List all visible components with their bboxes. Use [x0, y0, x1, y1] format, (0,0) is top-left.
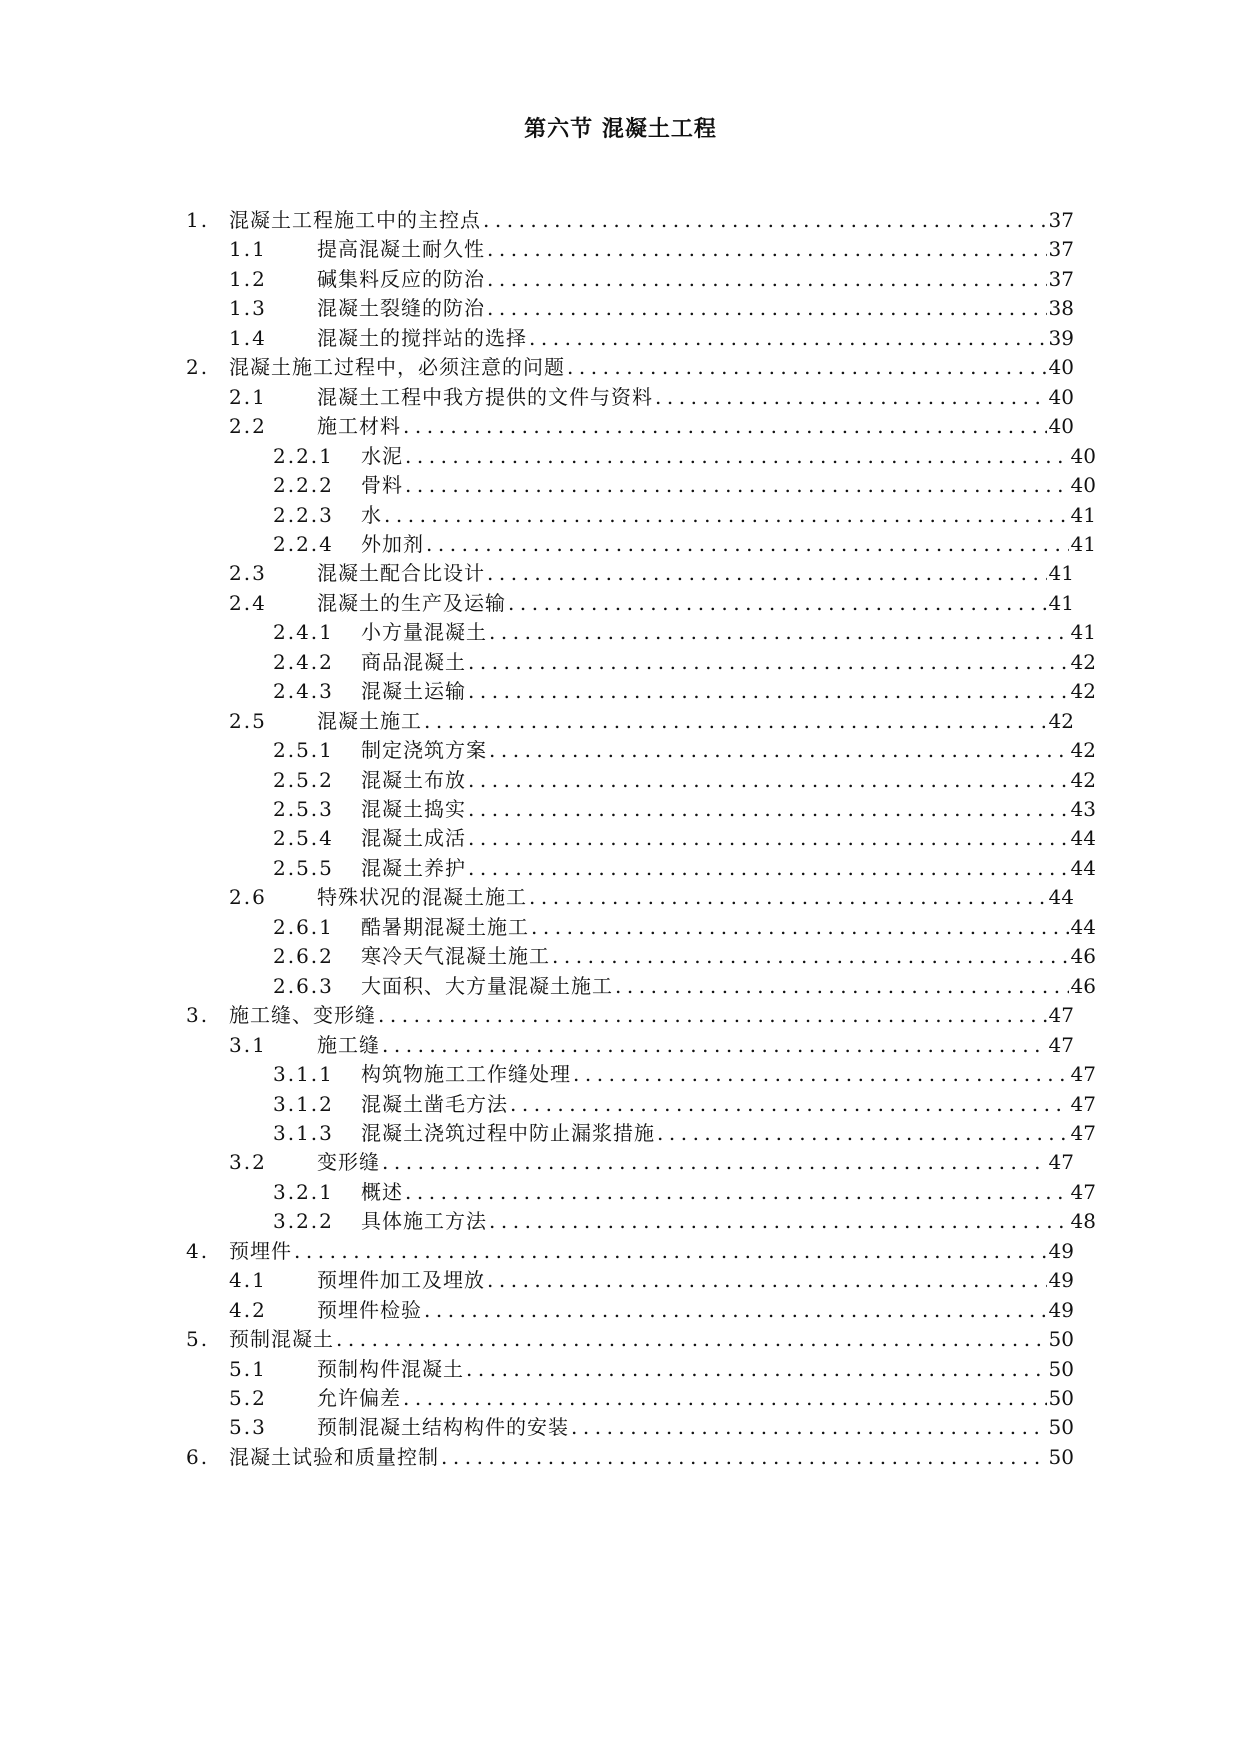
toc-entry[interactable] [229, 264, 1074, 294]
toc-entry[interactable] [229, 293, 1074, 323]
toc-entry[interactable] [229, 1383, 1074, 1413]
dot-leader [468, 647, 1069, 677]
toc-entry-title: 混凝土养护 [361, 855, 466, 880]
toc-entry-title: 施工缝 [317, 1032, 380, 1057]
toc-entry-page: 44 [1070, 914, 1096, 939]
toc-entry-page: 37 [1048, 266, 1074, 291]
toc-entry-number: 2.4.3 [273, 679, 334, 704]
toc-entry-page: 50 [1048, 1415, 1074, 1440]
toc-entry-number: 2.5.4 [273, 826, 334, 851]
toc-entry-title: 酷暑期混凝土施工 [361, 914, 529, 939]
toc-entry-page: 44 [1048, 885, 1074, 910]
toc-entry-title: 混凝土凿毛方法 [361, 1091, 508, 1116]
toc-entry-title: 混凝土工程施工中的主控点 [229, 208, 481, 232]
toc-entry-number: 6. [186, 1444, 210, 1469]
dot-leader [487, 558, 1047, 588]
toc-entry-title: 水泥 [361, 443, 403, 468]
toc-entry-page: 40 [1048, 355, 1074, 380]
toc-entry-number: 3.2.1 [273, 1179, 334, 1204]
toc-entry[interactable] [273, 1089, 1096, 1119]
toc-entry-title: 骨料 [361, 473, 403, 498]
toc-entry-title: 概述 [361, 1179, 403, 1204]
toc-entry-title: 混凝土裂缝的防治 [317, 296, 485, 321]
toc-entry-page: 42 [1070, 767, 1096, 792]
toc-entry[interactable] [273, 912, 1096, 942]
toc-entry-title: 混凝土的生产及运输 [317, 590, 506, 615]
toc-entry-number: 3.1.1 [273, 1062, 334, 1087]
section-title: 第六节 混凝土工程 [524, 117, 717, 142]
toc-entry-number: 2.4.1 [273, 620, 334, 645]
toc-entry-title: 预埋件检验 [317, 1297, 422, 1322]
dot-leader [487, 293, 1047, 323]
toc-entry[interactable] [273, 971, 1096, 1001]
dot-leader [424, 706, 1047, 736]
toc-entry-number: 3.2.2 [273, 1209, 334, 1234]
toc-entry-page: 40 [1070, 443, 1096, 468]
toc-entry-title: 小方量混凝土 [361, 620, 487, 645]
toc-entry-page: 44 [1070, 826, 1096, 851]
toc-entry-title: 混凝土的搅拌站的选择 [317, 325, 527, 350]
dot-leader [487, 264, 1047, 294]
toc-entry-title: 预制混凝土 [229, 1327, 334, 1352]
toc-entry[interactable] [273, 470, 1096, 500]
toc-entry-title: 混凝土浇筑过程中防止漏浆措施 [361, 1120, 655, 1145]
dot-leader [466, 1354, 1047, 1384]
toc-entry[interactable] [229, 1295, 1074, 1325]
toc-entry-number: 2.2.1 [273, 443, 334, 468]
dot-leader [489, 735, 1069, 765]
dot-leader [529, 882, 1047, 912]
toc-entry-title: 施工缝、变形缝 [229, 1003, 376, 1028]
toc-entry-title: 构筑物施工工作缝处理 [361, 1062, 571, 1087]
toc-entry-page: 50 [1048, 1386, 1074, 1410]
dot-leader [294, 1236, 1047, 1266]
toc-entry-page: 49 [1048, 1268, 1074, 1293]
toc-entry-page: 47 [1048, 1003, 1074, 1028]
dot-leader [405, 470, 1069, 500]
toc-entry-title: 混凝土施工过程中，必须注意的问题 [229, 355, 565, 380]
toc-entry-page: 40 [1070, 473, 1096, 498]
dot-leader [384, 500, 1069, 530]
toc-entry-title: 寒冷天气混凝土施工 [361, 944, 550, 969]
toc-entry-title: 混凝土成活 [361, 826, 466, 851]
dot-leader [567, 352, 1047, 382]
toc-entry-page: 47 [1070, 1091, 1096, 1116]
dot-leader [483, 205, 1047, 235]
toc-entry-number: 5. [186, 1327, 210, 1352]
toc-entry-number: 2.5.3 [273, 797, 334, 821]
toc-entry-page: 46 [1070, 944, 1096, 969]
dot-leader [615, 971, 1069, 1001]
dot-leader [405, 441, 1069, 471]
toc-entry-number: 3.2 [229, 1150, 267, 1175]
toc-entry-number: 1.4 [229, 325, 267, 350]
toc-entry[interactable] [273, 1118, 1096, 1148]
toc-entry-number: 2.1 [229, 384, 267, 409]
dot-leader [468, 676, 1069, 706]
toc-entry-page: 47 [1070, 1120, 1096, 1145]
toc-entry-number: 5.3 [229, 1415, 267, 1440]
toc-entry-title: 碱集料反应的防治 [317, 266, 485, 291]
toc-entry-title: 预埋件加工及埋放 [317, 1268, 485, 1293]
dot-leader [403, 411, 1047, 441]
dot-leader [468, 853, 1069, 883]
toc-entry-number: 2.5 [229, 708, 267, 733]
dot-leader [529, 323, 1047, 353]
toc-entry[interactable] [273, 794, 1096, 824]
toc-entry-number: 3.1 [229, 1032, 267, 1057]
toc-entry-number: 2.2.2 [273, 473, 334, 498]
toc-entry-title: 混凝土运输 [361, 679, 466, 704]
dot-leader [405, 1177, 1069, 1207]
dot-leader [424, 1295, 1047, 1325]
toc-entry[interactable] [229, 558, 1074, 588]
toc-entry-page: 47 [1070, 1062, 1096, 1087]
toc-entry-page: 41 [1048, 561, 1074, 586]
dot-leader [487, 234, 1047, 264]
toc-entry-page: 42 [1070, 649, 1096, 674]
toc-entry[interactable] [273, 853, 1096, 883]
toc-entry-page: 41 [1048, 590, 1074, 615]
toc-entry-page: 50 [1048, 1356, 1074, 1381]
dot-leader [655, 382, 1047, 412]
toc-entry[interactable] [186, 1324, 1074, 1354]
toc-entry-title: 提高混凝土耐久性 [317, 237, 485, 262]
toc-entry-page: 37 [1048, 208, 1074, 232]
toc-entry-title: 变形缝 [317, 1150, 380, 1175]
toc-entry-title: 外加剂 [361, 531, 424, 556]
toc-entry[interactable] [273, 676, 1096, 706]
toc-entry-number: 5.2 [229, 1386, 267, 1410]
toc-entry-number: 2.2.3 [273, 502, 334, 527]
toc-entry-page: 41 [1070, 620, 1096, 645]
toc-entry[interactable] [273, 735, 1096, 765]
toc-entry-title: 预制构件混凝土 [317, 1356, 464, 1381]
toc-entry-number: 2.6.3 [273, 973, 334, 998]
toc-entry-title: 特殊状况的混凝土施工 [317, 885, 527, 910]
toc-entry-title: 混凝土布放 [361, 767, 466, 792]
toc-entry-number: 2.6 [229, 885, 267, 910]
toc-entry-title: 大面积、大方量混凝土施工 [361, 973, 613, 998]
toc-entry-page: 39 [1048, 325, 1074, 350]
dot-leader [552, 941, 1069, 971]
toc-entry-number: 2.6.1 [273, 914, 334, 939]
toc-entry-title: 预埋件 [229, 1238, 292, 1263]
dot-leader [426, 529, 1069, 559]
toc-entry-page: 50 [1048, 1444, 1074, 1469]
toc-entry-page: 46 [1070, 973, 1096, 998]
toc-entry-title: 制定浇筑方案 [361, 738, 487, 763]
toc-entry-title: 混凝土工程中我方提供的文件与资料 [317, 384, 653, 409]
toc-entry-page: 42 [1070, 679, 1096, 704]
dot-leader [571, 1412, 1047, 1442]
dot-leader [489, 617, 1069, 647]
toc-entry[interactable] [229, 1030, 1074, 1060]
toc-entry[interactable] [273, 1177, 1096, 1207]
dot-leader [487, 1265, 1047, 1295]
toc-entry-number: 2.5.2 [273, 767, 334, 792]
toc-entry-number: 2.5.5 [273, 855, 334, 880]
dot-leader [657, 1118, 1069, 1148]
toc-entry-number: 3.1.2 [273, 1091, 334, 1116]
toc-entry-page: 44 [1070, 855, 1096, 880]
dot-leader [336, 1324, 1047, 1354]
toc-entry[interactable] [273, 941, 1096, 971]
toc-entry-title: 具体施工方法 [361, 1209, 487, 1234]
toc-entry-number: 2.5.1 [273, 738, 334, 763]
toc-entry[interactable] [229, 706, 1074, 736]
dot-leader [510, 1089, 1069, 1119]
toc-entry-title: 混凝土施工 [317, 708, 422, 733]
dot-leader [489, 1206, 1069, 1236]
toc-entry-number: 2.4 [229, 590, 267, 615]
toc-entry[interactable] [273, 1059, 1096, 1089]
toc-entry-title: 商品混凝土 [361, 649, 466, 674]
toc-entry[interactable] [186, 352, 1074, 382]
toc-entry-title: 混凝土捣实 [361, 797, 466, 821]
toc-entry[interactable] [273, 1206, 1096, 1236]
toc-entry[interactable] [229, 234, 1074, 264]
toc-entry-page: 43 [1070, 797, 1096, 821]
toc-entry-number: 2.2.4 [273, 531, 334, 556]
toc-entry-title: 水 [361, 502, 382, 527]
toc-entry-title: 允许偏差 [317, 1386, 401, 1410]
toc-entry-page: 42 [1048, 708, 1074, 733]
toc-entry-number: 5.1 [229, 1356, 267, 1381]
toc-entry-page: 47 [1048, 1032, 1074, 1057]
toc-entry[interactable] [229, 588, 1074, 618]
dot-leader [403, 1383, 1047, 1413]
toc-entry-number: 3.1.3 [273, 1120, 334, 1145]
toc-entry-number: 1.1 [229, 237, 267, 262]
toc-entry[interactable] [186, 1000, 1074, 1030]
dot-leader [441, 1442, 1047, 1472]
dot-leader [378, 1000, 1047, 1030]
toc-entry-title: 混凝土配合比设计 [317, 561, 485, 586]
toc-entry[interactable] [229, 1354, 1074, 1384]
toc-entry-page: 49 [1048, 1238, 1074, 1263]
toc-entry-number: 1. [186, 208, 210, 232]
toc-entry-title: 预制混凝土结构构件的安装 [317, 1415, 569, 1440]
dot-leader [468, 765, 1069, 795]
toc-entry[interactable] [273, 765, 1096, 795]
toc-entry-number: 1.2 [229, 266, 267, 291]
toc-entry-page: 48 [1070, 1209, 1096, 1234]
toc-entry-page: 41 [1070, 502, 1096, 527]
toc-entry-page: 47 [1070, 1179, 1096, 1204]
toc-entry[interactable] [186, 205, 1074, 235]
dot-leader [531, 912, 1069, 942]
toc-entry-page: 41 [1070, 531, 1096, 556]
toc-entry-number: 2.4.2 [273, 649, 334, 674]
dot-leader [382, 1147, 1047, 1177]
toc-entry[interactable] [229, 1147, 1074, 1177]
toc-entry[interactable] [273, 500, 1096, 530]
toc-entry[interactable] [273, 647, 1096, 677]
toc-entry[interactable] [273, 617, 1096, 647]
toc-entry-number: 1.3 [229, 296, 267, 321]
toc-entry-number: 2.6.2 [273, 944, 334, 969]
toc-entry-page: 38 [1048, 296, 1074, 321]
dot-leader [508, 588, 1047, 618]
toc-entry-number: 4.1 [229, 1268, 267, 1293]
toc-entry[interactable] [273, 823, 1096, 853]
toc-entry-page: 49 [1048, 1297, 1074, 1322]
toc-entry-page: 47 [1048, 1150, 1074, 1175]
toc-entry-page: 40 [1048, 384, 1074, 409]
dot-leader [468, 794, 1069, 824]
toc-entry[interactable] [229, 411, 1074, 441]
toc-entry-number: 4. [186, 1238, 210, 1263]
dot-leader [382, 1030, 1047, 1060]
toc-entry-number: 3. [186, 1003, 210, 1028]
toc-entry[interactable] [186, 1236, 1074, 1266]
toc-entry-number: 4.2 [229, 1297, 267, 1322]
toc-entry[interactable] [229, 1412, 1074, 1442]
toc-entry-page: 42 [1070, 738, 1096, 763]
toc-entry-number: 2.3 [229, 561, 267, 586]
toc-entry[interactable] [273, 529, 1096, 559]
toc-entry-title: 混凝土试验和质量控制 [229, 1444, 439, 1469]
toc-entry-page: 37 [1048, 237, 1074, 262]
toc-entry[interactable] [229, 1265, 1074, 1295]
toc-entry[interactable] [229, 323, 1074, 353]
toc-entry[interactable] [186, 1442, 1074, 1472]
toc-entry[interactable] [229, 382, 1074, 412]
toc-entry-page: 50 [1048, 1327, 1074, 1352]
toc-entry-number: 2. [186, 355, 210, 380]
dot-leader [573, 1059, 1069, 1089]
toc-entry-page: 40 [1048, 414, 1074, 439]
dot-leader [468, 823, 1069, 853]
toc-entry-title: 施工材料 [317, 414, 401, 439]
toc-entry[interactable] [273, 441, 1096, 471]
toc-entry-number: 2.2 [229, 414, 267, 439]
toc-entry[interactable] [229, 882, 1074, 912]
